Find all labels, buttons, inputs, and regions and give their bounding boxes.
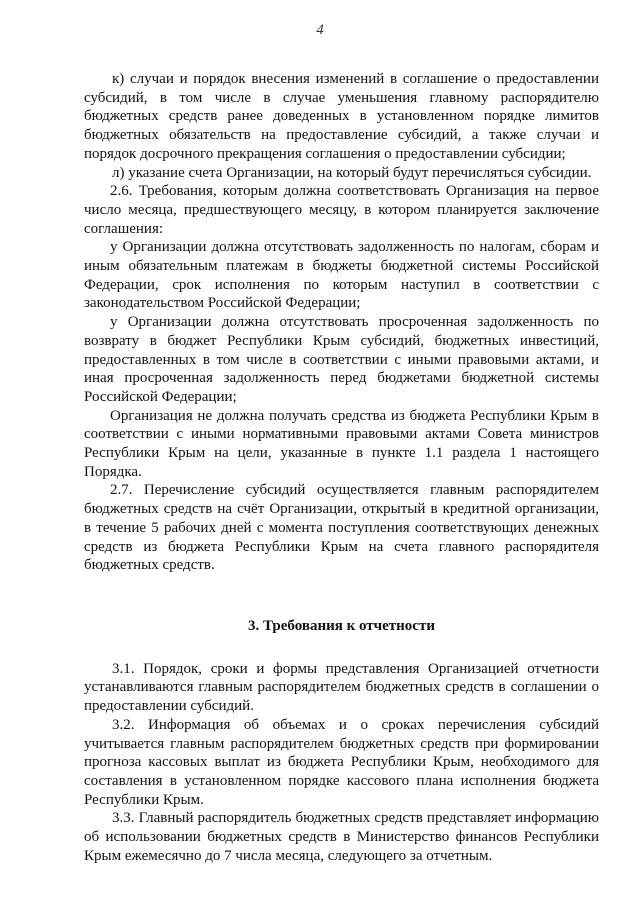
document-body (84, 70, 599, 865)
paragraph-3-3: 3.3. Главный распорядитель бюджетных средств представляет информацию об использовании бюджетных средств в Министерство финансов Республики Крым ежемесячно до 7 числа месяца, следующего за отчетным. (84, 810, 599, 864)
page-number: 4 (316, 22, 324, 38)
paragraph-3-2: 3.2. Информация об объемах и о сроках перечисления субсидий учитывается главным распорядителем бюджетных средств при формировании прогноза кассовых выплат из бюджета Республики Крым, необходимого для составления в установленном порядке кассового плана исполнения бюджета Республики Крым. (84, 716, 599, 808)
paragraph-2-7: 2.7. Перечисление субсидий осуществляется главным распорядителем бюджетных средств на счёт Организации, открытый в кредитной организации, в течение 5 рабочих дней с момента поступления соответствующих денежных средств из бюджета Республики Крым на счета главного распорядителя бюджетных средств. (84, 482, 599, 574)
section-3-heading: 3. Требования к отчетности (248, 617, 435, 634)
paragraph-2-5-l: л) указание счета Организации, на который будут перечисляться субсидии. (112, 164, 592, 181)
spacer (84, 636, 599, 660)
paragraph-3-1: 3.1. Порядок, сроки и формы представления Организацией отчетности устанавливаются главным распорядителем бюджетных средств в соглашении о предоставлении субсидий. (84, 660, 599, 715)
paragraph-2-6-overdue-debt: у Организации должна отсутствовать просроченная задолженность по возврату в бюджет Республики Крым субсидий, бюджетных инвестиций, предоставленных в том числе в соответствии с иными правовыми актами, и иная просроченная задолженность перед бюджетами бюджетной системы Российской Федерации; (84, 314, 599, 405)
paragraph-2-6-other-funds: Организация не должна получать средства из бюджета Республики Крым в соответствии с иными нормативными правовыми актами Совета министров Республики Крым на цели, указанные в пункте 1.1 раздела 1 настоящего Порядка. (84, 407, 599, 480)
spacer (84, 575, 599, 617)
paragraph-2-5-k: к) случаи и порядок внесения изменений в соглашение о предоставлении субсидий, в том числе в случае уменьшения главному распорядителю бюджетных средств ранее доведенных в установленном порядке лимитов бюджетных обязательств на предоставление субсидий, а также случаи и порядок досрочного прекращения соглашения о предоставлении субсидии; (84, 71, 599, 162)
paragraph-2-6: 2.6. Требования, которым должна соответствовать Организация на первое число месяца, предшествующего месяцу, в котором планируется заключение соглашения: (84, 183, 599, 237)
paragraph-2-6-tax-debt: у Организации должна отсутствовать задолженность по налогам, сборам и иным обязательным платежам в бюджеты бюджетной системы Российской Федерации, срок исполнения по которым наступил в соответствии с законодательством Российской Федерации; (84, 239, 599, 312)
